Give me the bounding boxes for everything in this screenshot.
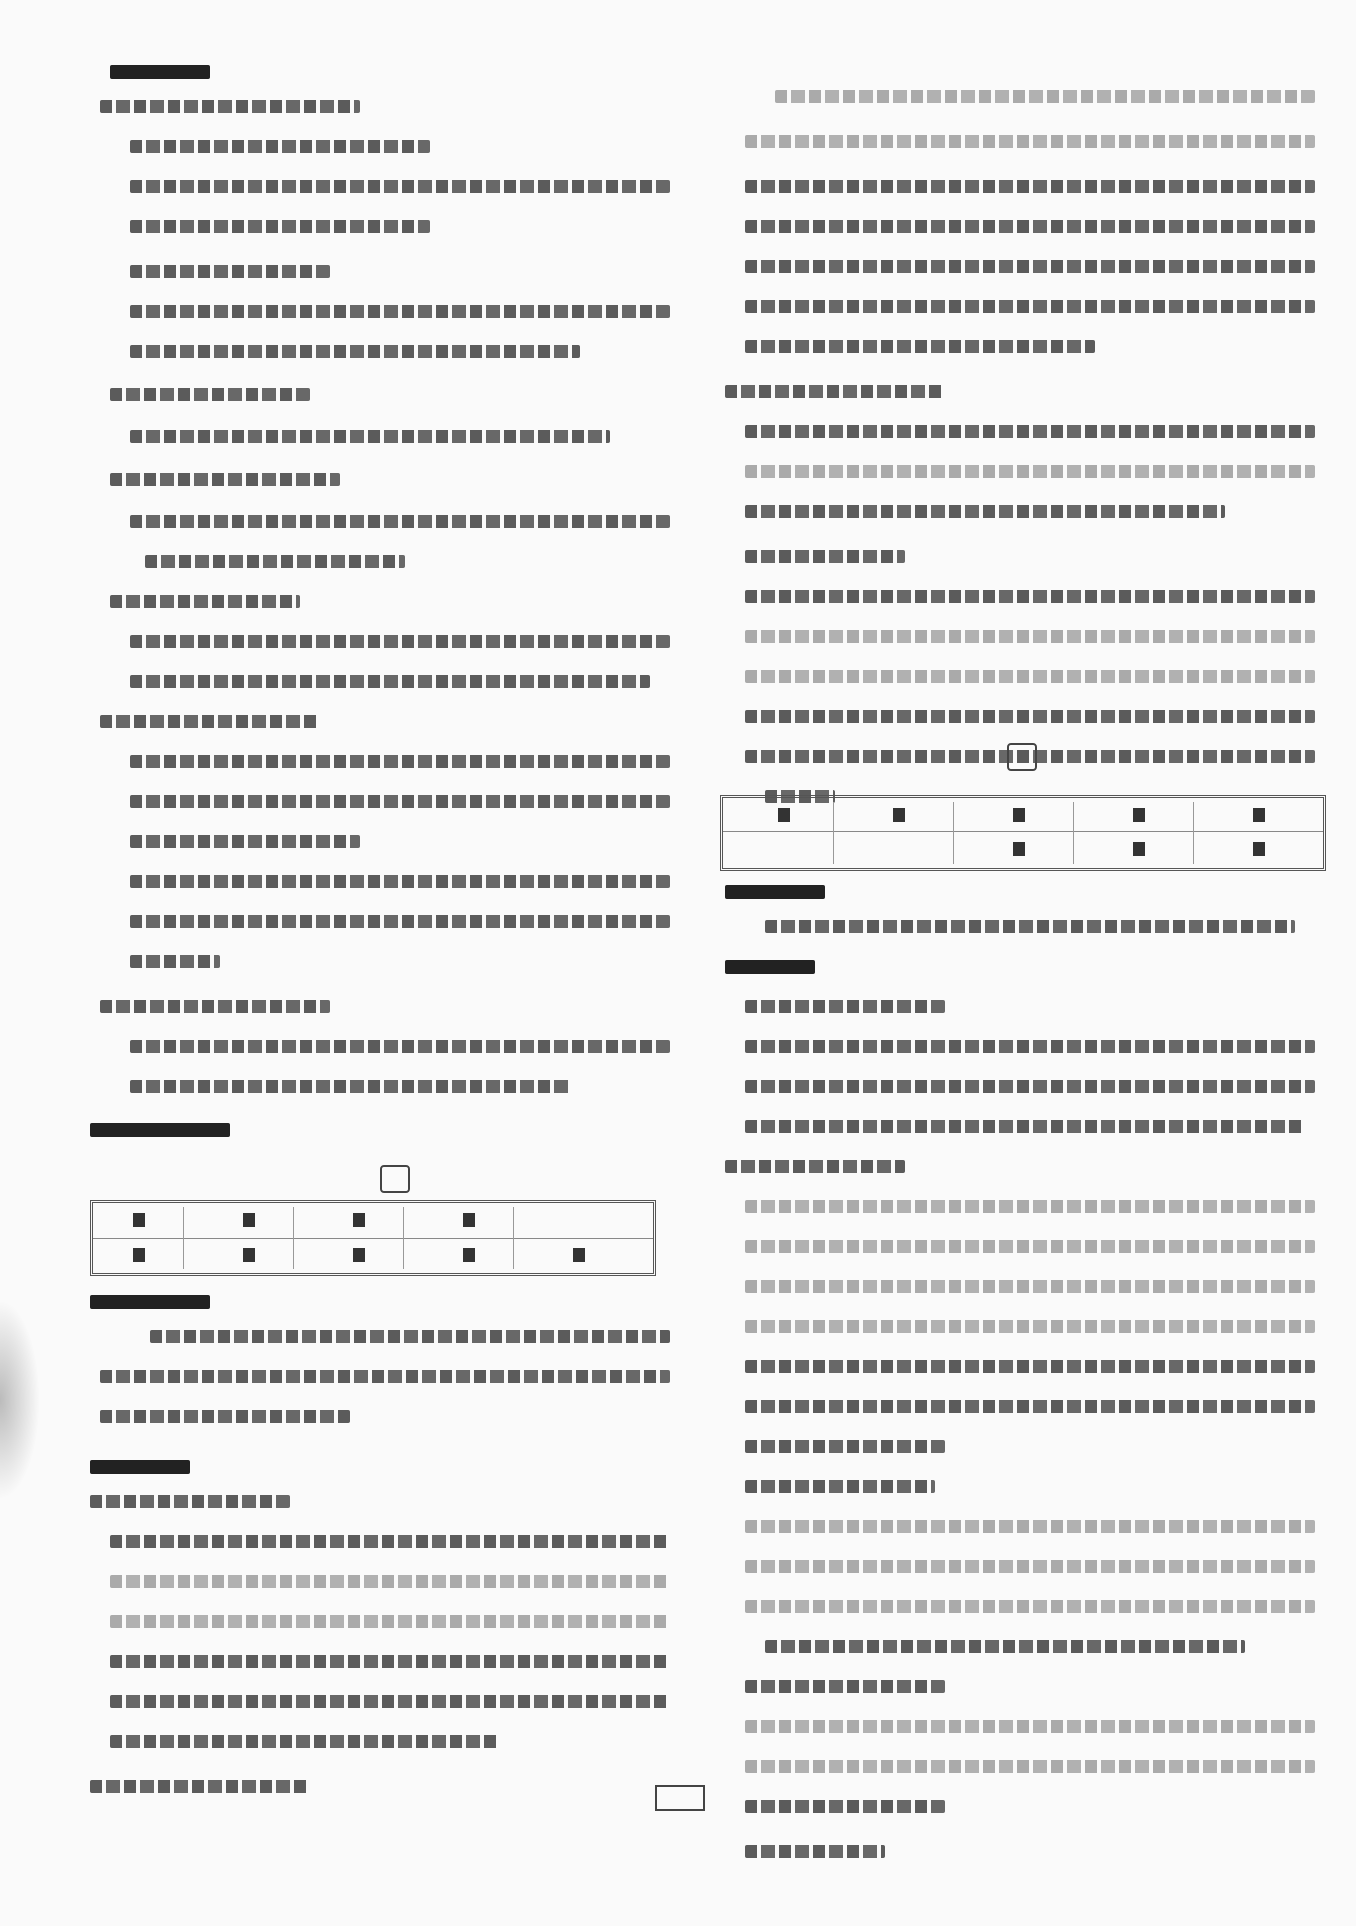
text-line [745,630,1315,643]
text-line [745,1200,1315,1213]
text-line [745,1800,945,1813]
answer-table [720,795,1326,871]
text-line [745,1320,1315,1333]
table-cell-mark [243,1213,255,1227]
text-line [745,550,905,563]
section-heading [110,65,210,79]
text-line [130,515,670,528]
section-heading [90,1460,190,1474]
text-line [130,915,670,928]
text-line [745,1440,945,1453]
text-line [745,1480,935,1493]
text-line [130,430,610,443]
text-line [110,473,340,486]
text-line [765,1640,1245,1653]
section-heading [90,1123,230,1137]
text-line [725,1160,905,1173]
table-cell-mark [353,1213,365,1227]
text-line [110,1695,670,1708]
text-line [725,385,945,398]
text-line [745,1520,1315,1533]
text-line [745,1845,885,1858]
text-line [745,340,1095,353]
text-line [745,670,1315,683]
table-cell-mark [353,1248,365,1262]
text-line [110,1615,670,1628]
text-line [745,1600,1315,1613]
text-line [130,755,670,768]
text-line [110,1655,670,1668]
text-line [130,675,650,688]
binding-shadow [0,1300,40,1500]
text-line [100,1410,350,1423]
text-line [130,875,670,888]
text-line [130,1080,570,1093]
section-heading [90,1295,210,1309]
table-cell-mark [133,1213,145,1227]
text-line [745,220,1315,233]
answer-table [90,1200,656,1276]
text-line [130,955,220,968]
table-cell-mark [463,1213,475,1227]
text-line [745,1120,1305,1133]
text-line [130,345,580,358]
text-line [745,1720,1315,1733]
text-line [745,465,1315,478]
page-number-box [655,1785,705,1811]
text-line [765,920,1295,933]
text-line [90,1495,290,1508]
table-cell-mark [893,808,905,822]
table-row-divider [723,831,1323,832]
text-line [745,1680,945,1693]
text-line [110,388,310,401]
text-line [745,1760,1315,1773]
table-cell-mark [1013,808,1025,822]
text-line [130,180,670,193]
text-line [745,590,1315,603]
text-line [100,1370,670,1383]
figure-label [380,1165,410,1193]
text-line [745,1400,1315,1413]
table-row-divider [93,1238,653,1239]
text-line [745,425,1315,438]
text-line [130,305,670,318]
table-cell-mark [1253,842,1265,856]
table-cell-mark [778,808,790,822]
table-cell-mark [1133,808,1145,822]
text-line [130,1040,670,1053]
text-line [745,1040,1315,1053]
text-line [745,1240,1315,1253]
text-line [745,300,1315,313]
text-line [745,260,1315,273]
figure-label [1007,743,1037,771]
text-line [110,595,300,608]
text-line [745,710,1315,723]
text-line [745,135,1315,148]
section-heading [725,960,815,974]
text-line [745,1000,945,1013]
text-line [100,1000,330,1013]
text-line [130,265,330,278]
text-line [130,140,430,153]
table-cell-mark [573,1248,585,1262]
text-line [90,1780,310,1793]
table-cell-mark [463,1248,475,1262]
text-line [130,635,670,648]
text-line [745,1560,1315,1573]
text-line [130,835,360,848]
text-line [110,1535,670,1548]
text-line [745,1360,1315,1373]
text-line [130,795,670,808]
text-line [775,90,1315,103]
text-line [130,220,430,233]
table-cell-mark [1013,842,1025,856]
table-cell-mark [1133,842,1145,856]
section-heading [725,885,825,899]
text-line [110,1575,670,1588]
text-line [745,505,1225,518]
text-line [745,1280,1315,1293]
text-line [145,555,405,568]
text-line [745,180,1315,193]
text-line [100,715,320,728]
text-line [100,100,360,113]
table-cell-mark [133,1248,145,1262]
text-line [150,1330,670,1343]
table-cell-mark [243,1248,255,1262]
text-line [110,1735,500,1748]
table-cell-mark [1253,808,1265,822]
text-line [745,1080,1315,1093]
